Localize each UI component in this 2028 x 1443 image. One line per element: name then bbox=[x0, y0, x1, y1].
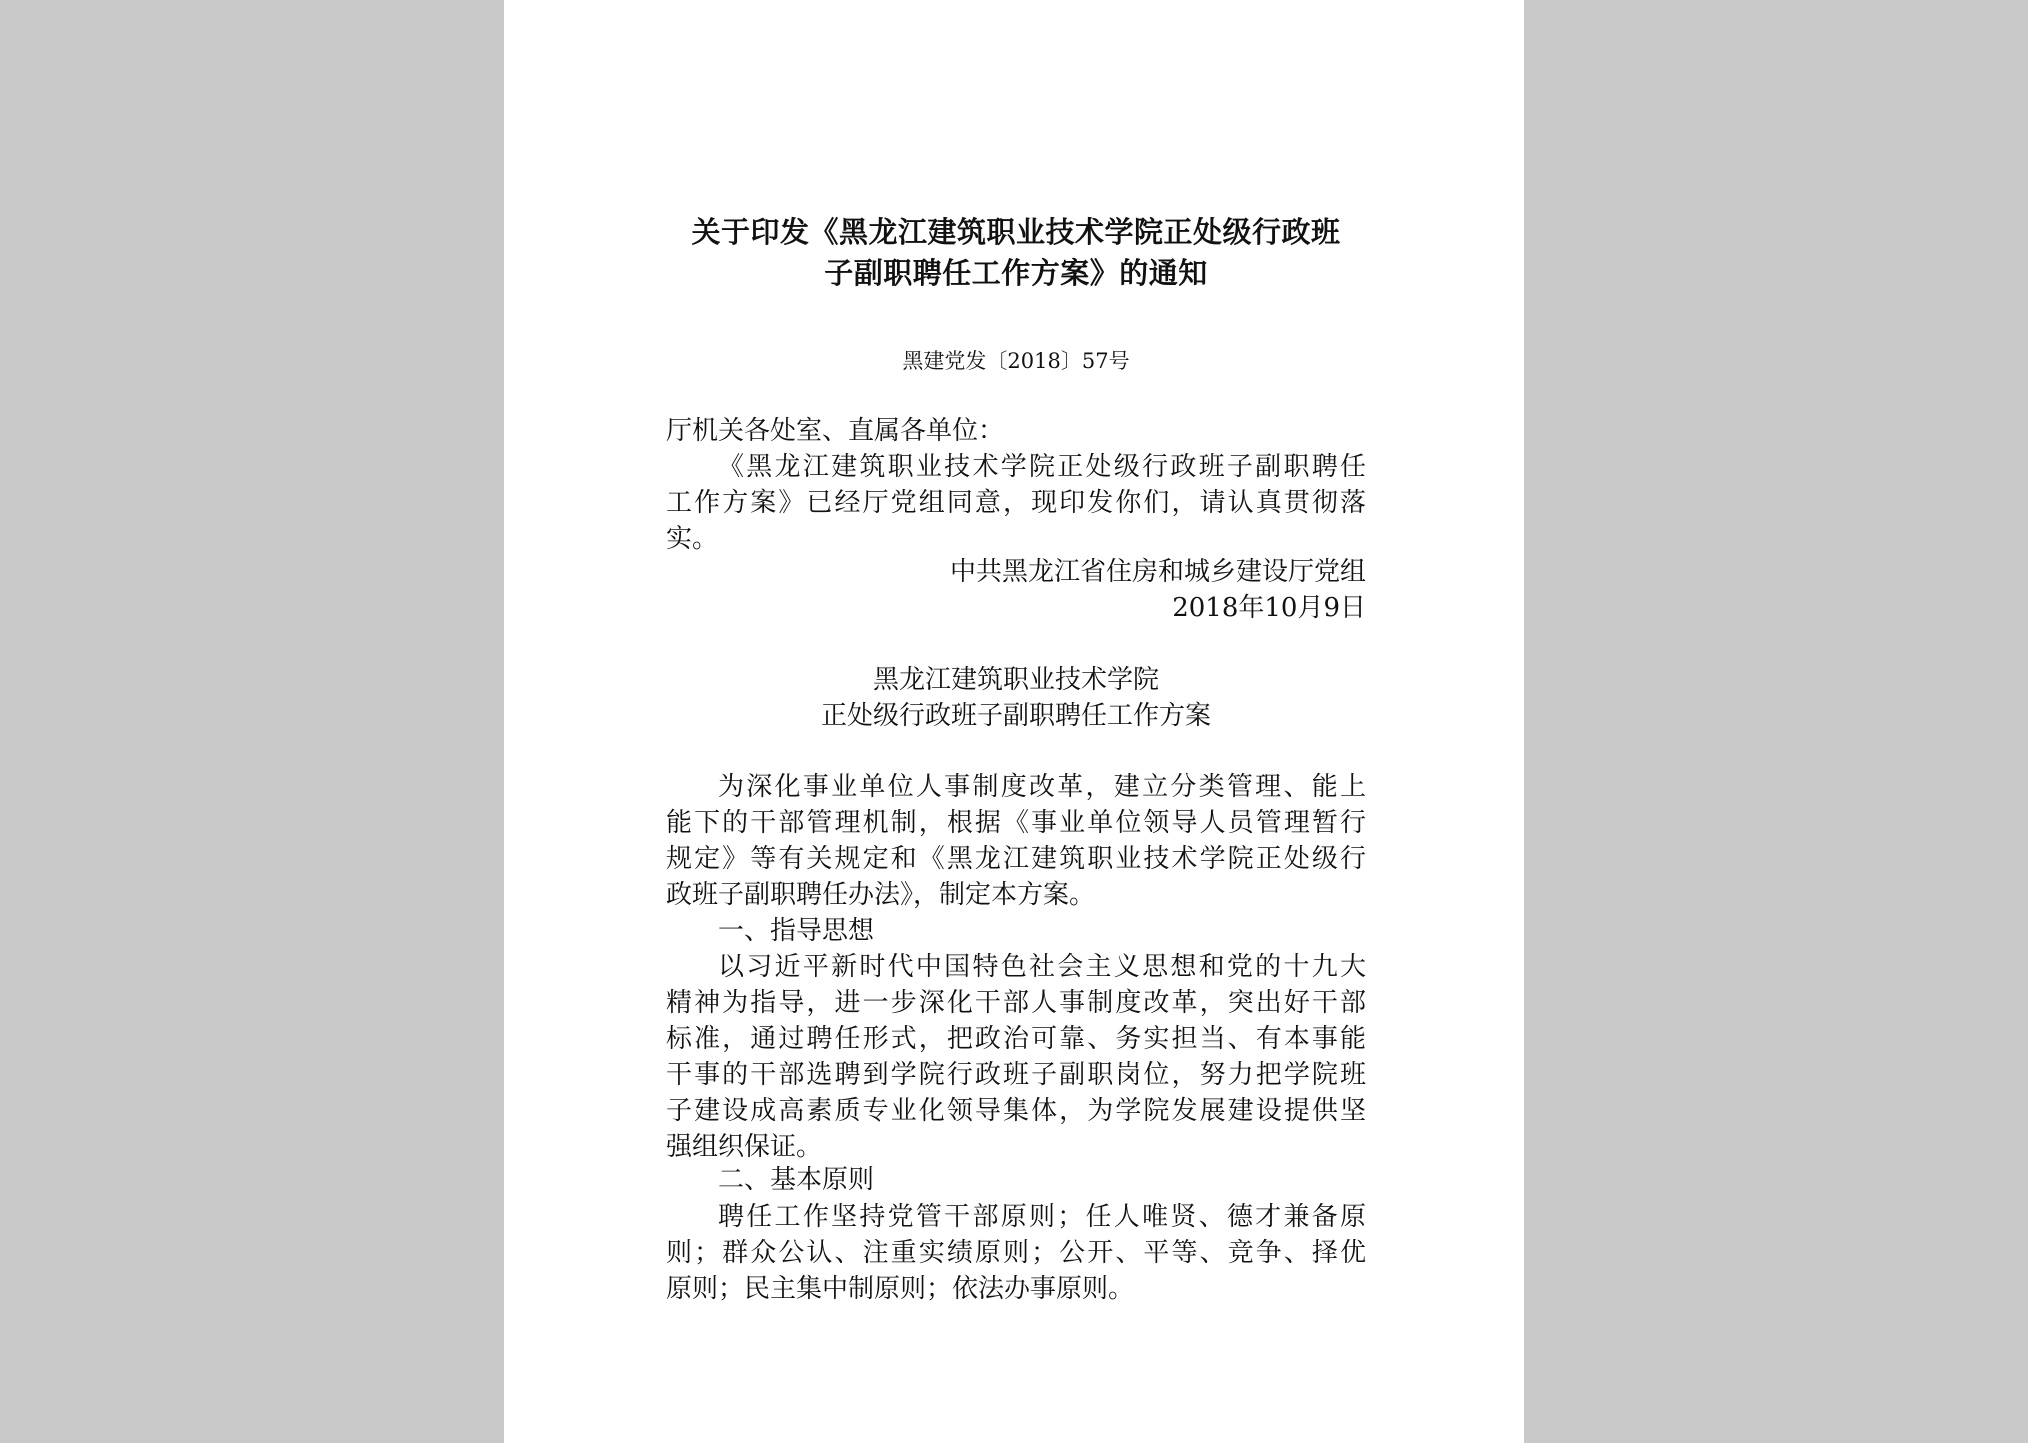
section1-line: 精神为指导，进一步深化干部人事制度改革，突出好干部 bbox=[666, 988, 1366, 1018]
notice-body-line: 实。 bbox=[666, 524, 719, 554]
notice-title-line: 关于印发《黑龙江建筑职业技术学院正处级行政班 bbox=[691, 215, 1341, 249]
section1-line: 以习近平新时代中国特色社会主义思想和党的十九大 bbox=[718, 952, 1366, 982]
section-heading-basic-principles: 二、基本原则 bbox=[718, 1165, 875, 1195]
section1-line: 标准，通过聘任形式，把政治可靠、务实担当、有本事能 bbox=[666, 1024, 1366, 1054]
notice-title bbox=[666, 212, 1366, 294]
section2-line: 则；群众公认、注重实绩原则；公开、平等、竞争、择优 bbox=[666, 1238, 1366, 1268]
intro-line: 政班子副职聘任办法》，制定本方案。 bbox=[666, 880, 1096, 910]
salutation: 厅机关各处室、直属各单位： bbox=[666, 416, 1005, 446]
notice-body-line: 《黑龙江建筑职业技术学院正处级行政班子副职聘任 bbox=[718, 452, 1366, 482]
section1-line: 强组织保证。 bbox=[666, 1132, 823, 1162]
section1-line: 干事的干部选聘到学院行政班子副职岗位，努力把学院班 bbox=[666, 1060, 1366, 1090]
section1-line: 子建设成高素质专业化领导集体，为学院发展建设提供坚 bbox=[666, 1096, 1366, 1126]
document-number: 黑建党发〔2018〕57号 bbox=[902, 349, 1130, 373]
section2-line: 聘任工作坚持党管干部原则；任人唯贤、德才兼备原 bbox=[718, 1202, 1366, 1232]
section-heading-guiding-ideology: 一、指导思想 bbox=[718, 916, 875, 946]
intro-line: 规定》等有关规定和《黑龙江建筑职业技术学院正处级行 bbox=[666, 844, 1366, 874]
plan-title-line: 正处级行政班子副职聘任工作方案 bbox=[820, 701, 1211, 731]
intro-line: 为深化事业单位人事制度改革，建立分类管理、能上 bbox=[718, 772, 1366, 802]
signature-org: 中共黑龙江省住房和城乡建设厅党组 bbox=[949, 557, 1366, 587]
signature-date: 2018年10月9日 bbox=[1172, 593, 1366, 623]
document-page bbox=[504, 0, 1524, 1443]
plan-title-line: 黑龙江建筑职业技术学院 bbox=[872, 665, 1159, 695]
notice-title-line: 子副职聘任工作方案》的通知 bbox=[824, 256, 1208, 290]
notice-body-line: 工作方案》已经厅党组同意，现印发你们，请认真贯彻落 bbox=[666, 488, 1366, 518]
intro-line: 能下的干部管理机制，根据《事业单位领导人员管理暂行 bbox=[666, 808, 1366, 838]
section2-line: 原则；民主集中制原则；依法办事原则。 bbox=[666, 1274, 1135, 1304]
